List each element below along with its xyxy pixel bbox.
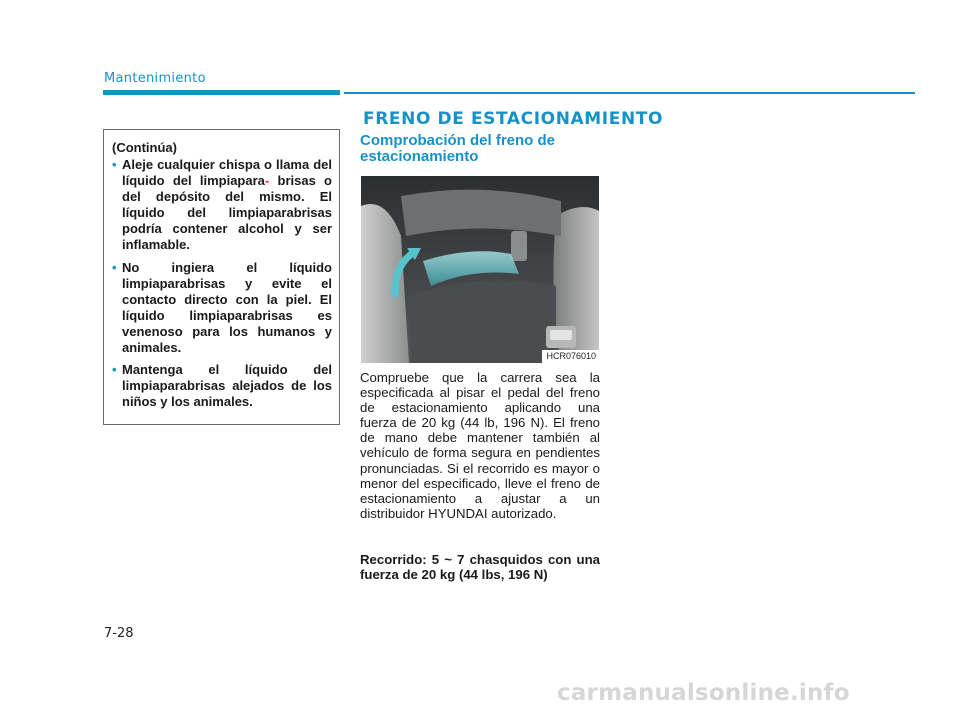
- header-rule-thick: [103, 90, 340, 95]
- warning-list: [112, 157, 332, 410]
- bullet-icon: •: [112, 362, 117, 378]
- page-number: 7-28: [104, 626, 134, 641]
- continued-label: (Continúa): [112, 140, 177, 155]
- section-subtitle: Comprobación del freno de estacionamiento: [360, 132, 556, 165]
- warning-box: [103, 129, 340, 425]
- warning-item: [112, 260, 332, 357]
- warning-item: [112, 157, 332, 254]
- warning-item: [112, 362, 332, 410]
- parking-brake-photo: [361, 176, 599, 363]
- warning-text: No ingiera el líquido limpiaparabrisas y evite el contacto directo con la piel. El líquido limpiaparabrisas es venenoso para los humanos y animales.: [122, 259, 332, 356]
- watermark: carmanualsonline.info: [557, 680, 850, 706]
- warning-text: Aleje cualquier chispa o llama del líquido del limpiapara: [122, 157, 332, 189]
- bullet-icon: •: [112, 259, 117, 275]
- hyphen-mark: -: [264, 173, 270, 189]
- warning-text-cont: brisas o del depósito del mismo. El líquido del limpiaparabrisas podría contener alcohol y ser inflamable.: [122, 173, 332, 253]
- page-title: FRENO DE ESTACIONAMIENTO: [363, 109, 664, 129]
- parking-brake-illustration: [361, 176, 599, 363]
- spec-paragraph: Recorrido: 5 ~ 7 chasquidos con una fuerza de 20 kg (44 lbs, 196 N): [360, 552, 600, 583]
- header-rule-thin: [344, 92, 915, 94]
- body-paragraph: Compruebe que la carrera sea la especificada al pisar el pedal del freno de estacionamiento aplicando una fuerza de 20 kg (44 lb, 196 N). El freno de mano debe mantener también al vehículo de forma segura en pendientes pronunciadas. Si el recorrido es mayor o menor del especificado, lleve el freno de estacionamiento a ajustar a un distribuidor HYUNDAI autorizado.: [360, 370, 600, 521]
- image-code: HCR076010: [542, 350, 599, 363]
- section-label: Mantenimiento: [104, 71, 206, 86]
- warning-text: Mantenga el líquido del limpiaparabrisas alejados de los niños y los animales.: [122, 362, 332, 410]
- bullet-icon: •: [112, 157, 117, 172]
